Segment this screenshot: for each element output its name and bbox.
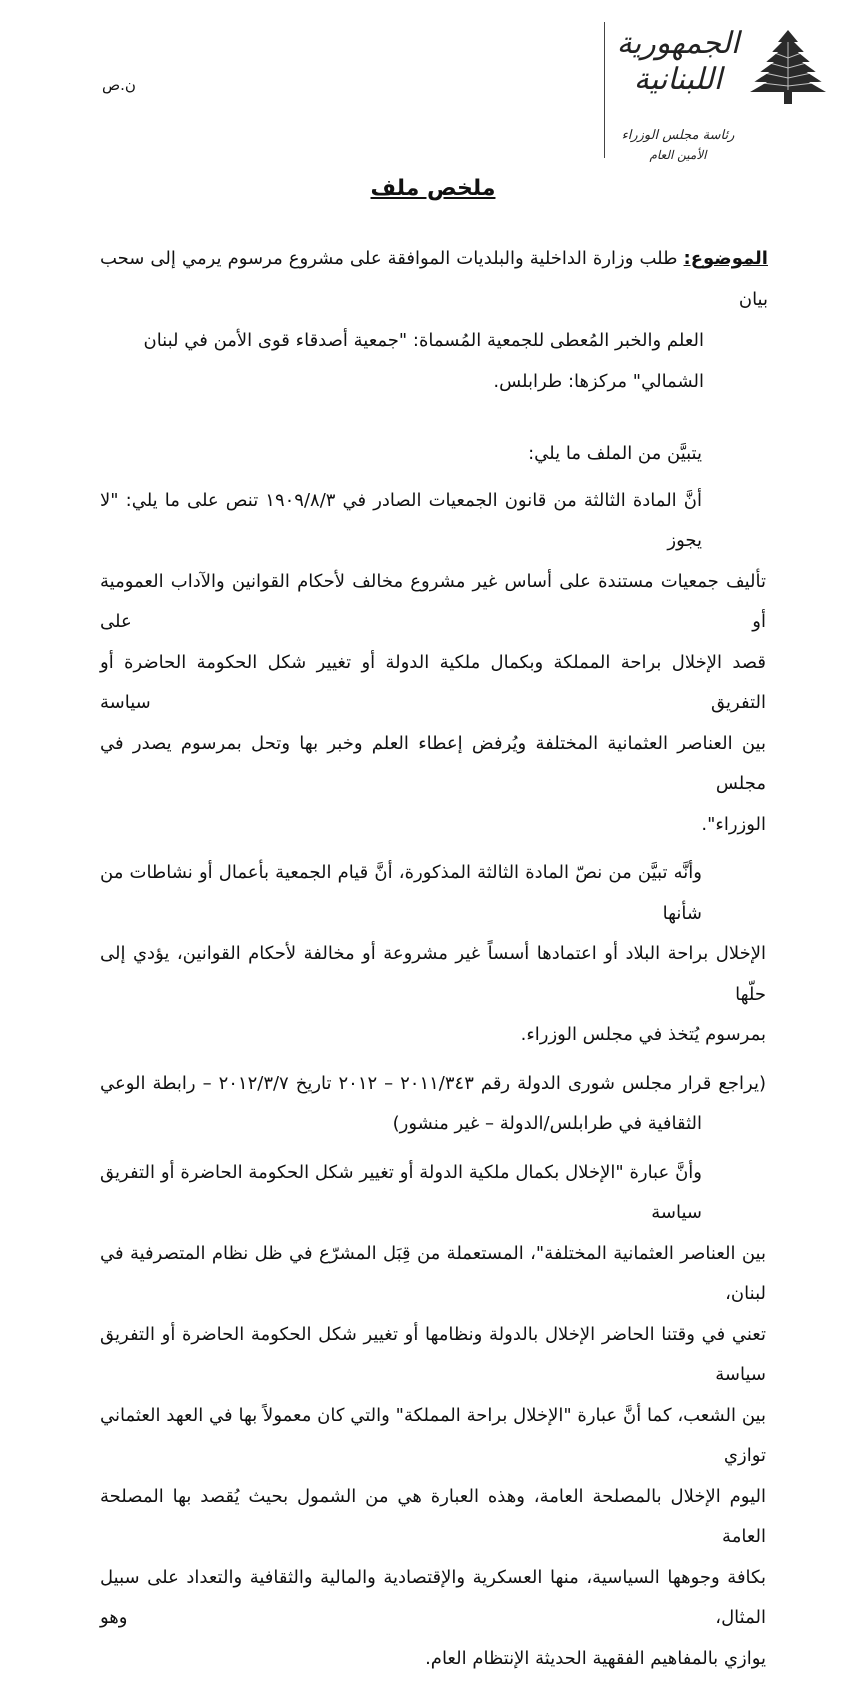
republic-emblem-text bbox=[612, 26, 744, 98]
paragraph-line: وأنَّه تبيَّن من نصّ المادة الثالثة المذكورة، أنَّ قيام الجمعية بأعمال أو نشاطات من شأنها bbox=[100, 862, 702, 924]
paragraph-1 bbox=[100, 481, 766, 846]
paragraph-line: تأليف جمعيات مستندة على أساس غير مشروع مخالف لأحكام القوانين والآداب العمومية أو على bbox=[100, 570, 766, 632]
paragraph-line: بمرسوم يُتخذ في مجلس الوزراء. bbox=[520, 1024, 766, 1045]
paragraph-line: وأنَّ عبارة "الإخلال بكمال ملكية الدولة أو تغيير شكل الحكومة الحاضرة أو التفريق سياسة bbox=[100, 1161, 702, 1223]
subject-label: الموضوع: bbox=[683, 248, 768, 269]
paragraph-line: بكافة وجوهها السياسية، منها العسكرية والإقتصادية والمالية والثقافية والتعداد على سبيل المثال، وهو bbox=[100, 1566, 766, 1628]
paragraph-line: بين الشعب، كما أنَّ عبارة "الإخلال براحة المملكة" والتي كان معمولاً بها في العهد العثماني توازي bbox=[100, 1404, 766, 1466]
subject-block bbox=[100, 238, 768, 402]
paragraph-line: (يراجع قرار مجلس شورى الدولة رقم ٢٠١١/٣٤٣ – ٢٠١٢ تاريخ ٢٠١٢/٣/٧ – رابطة الوعي bbox=[100, 1072, 766, 1094]
subject-line-1 bbox=[100, 238, 768, 320]
paragraph-line: اليوم الإخلال بالمصلحة العامة، وهذه العبارة هي من الشمول بحيث يُقصد بها المصلحة العامة bbox=[100, 1485, 766, 1547]
paragraph-line: الإخلال براحة البلاد أو اعتمادها أسساً غير مشروعة أو مخالفة لأحكام القوانين، يؤدي إلى حلّها bbox=[100, 943, 766, 1005]
document-body bbox=[100, 434, 766, 1687]
paragraph-line: الوزراء". bbox=[701, 813, 766, 835]
secretary-general-label: الأمين العام bbox=[649, 148, 707, 162]
paragraph-line: أنَّ المادة الثالثة من قانون الجمعيات الصادر في ١٩٠٩/٨/٣ تنص على ما يلي: "لا يجوز bbox=[100, 489, 702, 551]
republic-line-2: اللبنانية bbox=[633, 62, 723, 97]
header-divider bbox=[604, 22, 605, 158]
paragraph-line: بين العناصر العثمانية المختلفة ويُرفض إعطاء العلم وخبر بها وتحل بمرسوم يصدر في مجلس bbox=[100, 732, 766, 794]
paragraph-4 bbox=[100, 1153, 766, 1680]
document-title: ملخص ملف bbox=[370, 176, 496, 201]
paragraph-line: قصد الإخلال براحة المملكة وبكمال ملكية الدولة أو تغيير شكل الحكومة الحاضرة أو التفريق سياسة bbox=[100, 651, 766, 713]
reference-code: ن.ص bbox=[102, 76, 136, 94]
subject-text-1: طلب وزارة الداخلية والبلديات الموافقة على مشروع مرسوم يرمي إلى سحب بيان bbox=[100, 248, 768, 310]
paragraph-line: تعني في وقتنا الحاضر الإخلال بالدولة ونظامها أو تغيير شكل الحكومة الحاضرة أو التفريق سياسة bbox=[100, 1323, 766, 1385]
paragraph-line: بين العناصر العثمانية المختلفة"، المستعملة من قِبَل المشرّع في ظل نظام المتصرفية في لبنان، bbox=[100, 1242, 766, 1304]
paragraph-3 bbox=[100, 1064, 766, 1145]
cedar-tree-icon bbox=[748, 28, 828, 108]
presidency-label: رئاسة مجلس الوزراء bbox=[621, 128, 735, 143]
paragraph-line: الثقافية في طرابلس/الدولة – غير منشور) bbox=[392, 1113, 702, 1134]
paragraph-2 bbox=[100, 853, 766, 1056]
republic-line-1: الجمهورية bbox=[616, 26, 740, 61]
paragraph-line: يوازي بالمفاهيم الفقهية الحديثة الإنتظام العام. bbox=[425, 1647, 766, 1669]
subject-line-3: الشمالي" مركزها: طرابلس. bbox=[493, 371, 704, 392]
body-intro: يتبيَّن من الملف ما يلي: bbox=[528, 443, 702, 464]
subject-line-2: العلم والخبر المُعطى للجمعية المُسماة: "جمعية أصدقاء قوى الأمن في لبنان bbox=[143, 330, 704, 351]
